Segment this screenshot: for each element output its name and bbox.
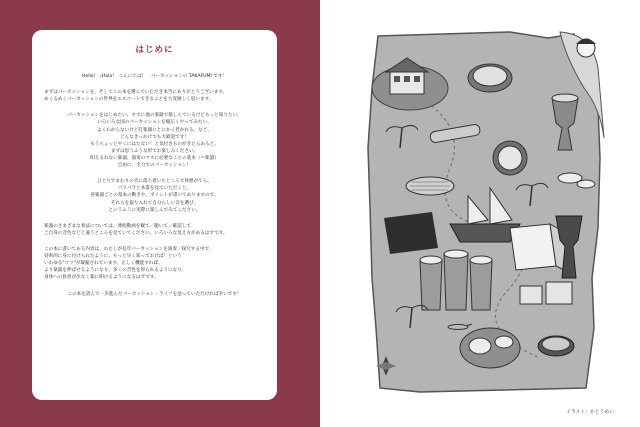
intro-paragraph <box>44 178 265 214</box>
intro-paragraph <box>44 223 265 237</box>
intro-line: というふうに実際に楽しんでみてください。 <box>108 207 201 213</box>
intro-line: 叩えるれない楽器、演奏のマスに必要なことの基本（＝楽譜） <box>90 155 219 161</box>
intro-line: いろいろな国のパーカッションを幅広くやってみたい、 <box>97 120 212 126</box>
intro-line: ご自身の音色などと違うところを見ていてください。いろいろな見え方があるはずです。 <box>44 230 228 236</box>
intro-paragraph <box>44 246 265 282</box>
intro-line: めくるめくパーカッションの世界をエスコートできることを大変嬉しく思います。 <box>44 97 214 103</box>
intro-line: パラパラと本書を見ていただくと、 <box>117 186 192 192</box>
intro-line: まずは思うふうな形でお楽しみください。 <box>110 148 199 154</box>
right-page <box>320 0 640 427</box>
intro-line: まずはパーカッションを、そしてこの本を選んでいただき本当にありがとうございます。 <box>44 90 228 96</box>
intro-line: 自由に、全力でのパーカッション！ <box>117 163 192 169</box>
intro-line: どんなきっかけでも大歓迎です！ <box>120 134 189 140</box>
intro-line: ひとりでまわりの音に落ち着いたところで休憩がてら、 <box>97 179 212 185</box>
intro-line: 各楽器ごとの基本の動きや、ポイントが書いてありますので、 <box>90 193 219 199</box>
intro-line: それらを取り入れて自分らしい音を選び、 <box>110 200 199 206</box>
intro-line: 楽器のさまざまな奏法については、連続動画を観て／聴いて／確認して <box>44 223 191 229</box>
intro-paragraph <box>44 291 265 298</box>
intro-line: よくわからないけど打楽器にとにかく惹かれる、など、 <box>97 127 212 133</box>
intro-line: Hello! ¡Hola! こんにちは！ パーカッションの TAKAFUMI です！ <box>81 74 228 79</box>
percussion-map-illustration <box>360 28 606 396</box>
intro-line: この本に書いてある内容は、わたしが長年パーカッションを演奏／探究する中で、 <box>44 246 214 252</box>
intro-paragraph <box>44 73 265 80</box>
intro-line: 身体への負担が少なく楽に叩けるようになるはずです。 <box>44 275 159 281</box>
intro-line: 効率的に身に付けられたように、もっと早く知っておけば！という <box>44 254 182 260</box>
intro-line: いわゆる"コツ"が凝縮されています。正しく機能すれば、 <box>44 261 163 267</box>
intro-card <box>32 30 277 400</box>
intro-body <box>44 73 265 298</box>
intro-line: より楽器を伸ばせるようになり、多くの音色を得られるようになり、 <box>44 268 187 274</box>
intro-line: パーカッションをはじめたい、すでに他の楽器で楽しんでいるけどもっと知りたい、 <box>67 113 242 119</box>
intro-paragraph <box>44 89 265 103</box>
intro-line: この本を読んで一歩進んだパーカッション・ライフを送っていただければ幸いです！ <box>67 291 242 297</box>
illustration-credit: イラスト：かとうめい <box>566 410 614 415</box>
intro-paragraph <box>44 112 265 169</box>
intro-title: はじめに <box>135 45 174 55</box>
intro-line: もうちょっとやくにはたない！と気付きものがきたらあると、 <box>90 141 219 147</box>
